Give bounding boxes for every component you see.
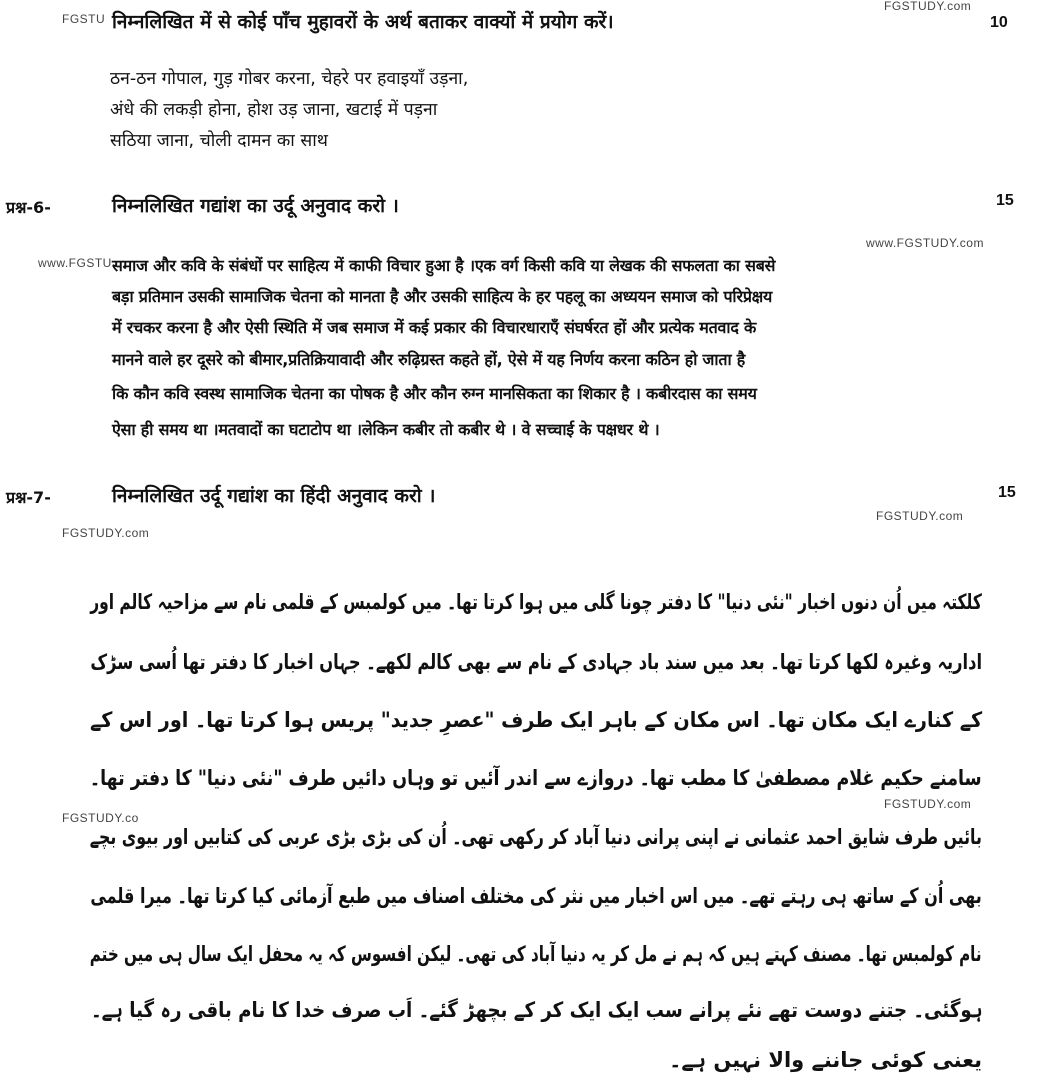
question-7-marks: 15 — [998, 484, 1016, 501]
passage-line: समाज और कवि के संबंधों पर साहित्य में काफी विचार हुआ है ।एक वर्ग किसी कवि या लेखक की सफलता का सबसे — [112, 256, 776, 275]
urdu-passage-line: کے کنارے ایک مکان تھا۔ اس مکان کے باہر ایک طرف "عصرِ جدید" پریس ہوا کرتا تھا۔ اور اس کے — [89, 708, 982, 732]
urdu-passage-line: کلکتہ میں اُن دنوں اخبار "نئی دنیا" کا دفتر چونا گلی میں ہوا کرتا تھا۔ میں کولمبس کے قلمی نام سے مزاحیہ کالم اور — [90, 590, 982, 614]
passage-line: बड़ा प्रतिमान उसकी सामाजिक चेतना को मानता है और उसकी साहित्य के हर पहलू का अध्ययन समाज को परिप्रेक्षय — [112, 287, 773, 306]
passage-line: कि कौन कवि स्वस्थ सामाजिक चेतना का पोषक है और कौन रुग्न मानसिकता का शिकार है । कबीरदास का समय — [112, 384, 757, 403]
question-5-marks: 10 — [990, 14, 1008, 31]
urdu-passage-line: بھی اُن کے ساتھ ہی رہتے تھے۔ میں اس اخبار میں نثر کی مختلف اصناف میں طبع آزمائی کیا کرتا تھا۔ میرا قلمی — [90, 884, 982, 908]
passage-line: में रचकर करना है और ऐसी स्थिति में जब समाज में कई प्रकार की विचारधाराएँ संघर्षरत हों और प्रत्येक मतवाद के — [112, 318, 757, 337]
watermark: FGSTUDY.co — [62, 811, 139, 825]
urdu-passage-line: ہوگئی۔ جتنے دوست تھے نئے پرانے سب ایک ایک کر کے بچھڑ گئے۔ اَب صرف خدا کا نام باقی رہ گیا ہے۔ — [90, 998, 982, 1022]
idiom-line: ठन-ठन गोपाल, गुड़ गोबर करना, चेहरे पर हवाइयाँ उड़ना, — [110, 69, 469, 89]
urdu-passage-line: نام کولمبس تھا۔ مصنف کہتے ہیں کہ ہم نے مل کر یہ دنیا آباد کی تھی۔ لیکن افسوس کہ یہ محفل ایک سال ہی میں ختم — [90, 942, 982, 966]
question-6-title: निम्नलिखित गद्यांश का उर्दू अनुवाद करो । — [112, 195, 399, 217]
watermark: FGSTUDY.com — [884, 797, 972, 811]
urdu-passage-line: یعنی کوئی جاننے والا نہیں ہے۔ — [669, 1048, 982, 1072]
urdu-passage-line: سامنے حکیم غلام مصطفیٰ کا مطب تھا۔ دروازے سے اندر آئیں تو وہاں دائیں طرف "نئی دنیا" کا دفتر تھا۔ — [90, 766, 982, 790]
passage-line: मानने वाले हर दूसरे को बीमार,प्रतिक्रियावादी और रुढ़िग्रस्त कहते हों, ऐसे में यह निर्णय करना कठिन हो जाता है — [112, 350, 746, 369]
idiom-line: सठिया जाना, चोली दामन का साथ — [110, 131, 328, 151]
watermark: FGSTU — [62, 12, 106, 26]
watermark: FGSTUDY.com — [884, 0, 972, 13]
watermark: FGSTUDY.com — [876, 509, 964, 523]
urdu-passage-line: بائیں طرف شایق احمد عثمانی نے اپنی پرانی دنیا آباد کر رکھی تھی۔ اُن کی بڑی بڑی عربی کی کتابیں اور بیوی بچے — [89, 825, 982, 849]
urdu-passage-line: اداریہ وغیرہ لکھا کرتا تھا۔ بعد میں سند باد جہادی کے نام سے بھی کالم لکھے۔ جہاں اخبار کا دفتر تھا اُسی سڑک — [90, 650, 982, 674]
watermark: www.FGSTUDY.com — [866, 236, 984, 250]
question-7-title: निम्नलिखित उर्दू गद्यांश का हिंदी अनुवाद करो । — [112, 485, 436, 507]
passage-line: ऐसा ही समय था ।मतवादों का घटाटोप था ।लेकिन कबीर तो कबीर थे । वे सच्चाई के पक्षधर थे । — [112, 420, 660, 439]
watermark: www.FGSTU — [38, 256, 112, 270]
question-6-label: प्रश्न-6- — [6, 198, 51, 217]
question-6-marks: 15 — [996, 192, 1014, 209]
idiom-line: अंधे की लकड़ी होना, होश उड़ जाना, खटाई में पड़ना — [110, 100, 438, 120]
question-5-title: निम्नलिखित में से कोई पाँच मुहावरों के अर्थ बताकर वाक्यों में प्रयोग करें। — [112, 11, 614, 33]
watermark: FGSTUDY.com — [62, 526, 150, 540]
question-7-label: प्रश्न-7- — [6, 488, 51, 507]
